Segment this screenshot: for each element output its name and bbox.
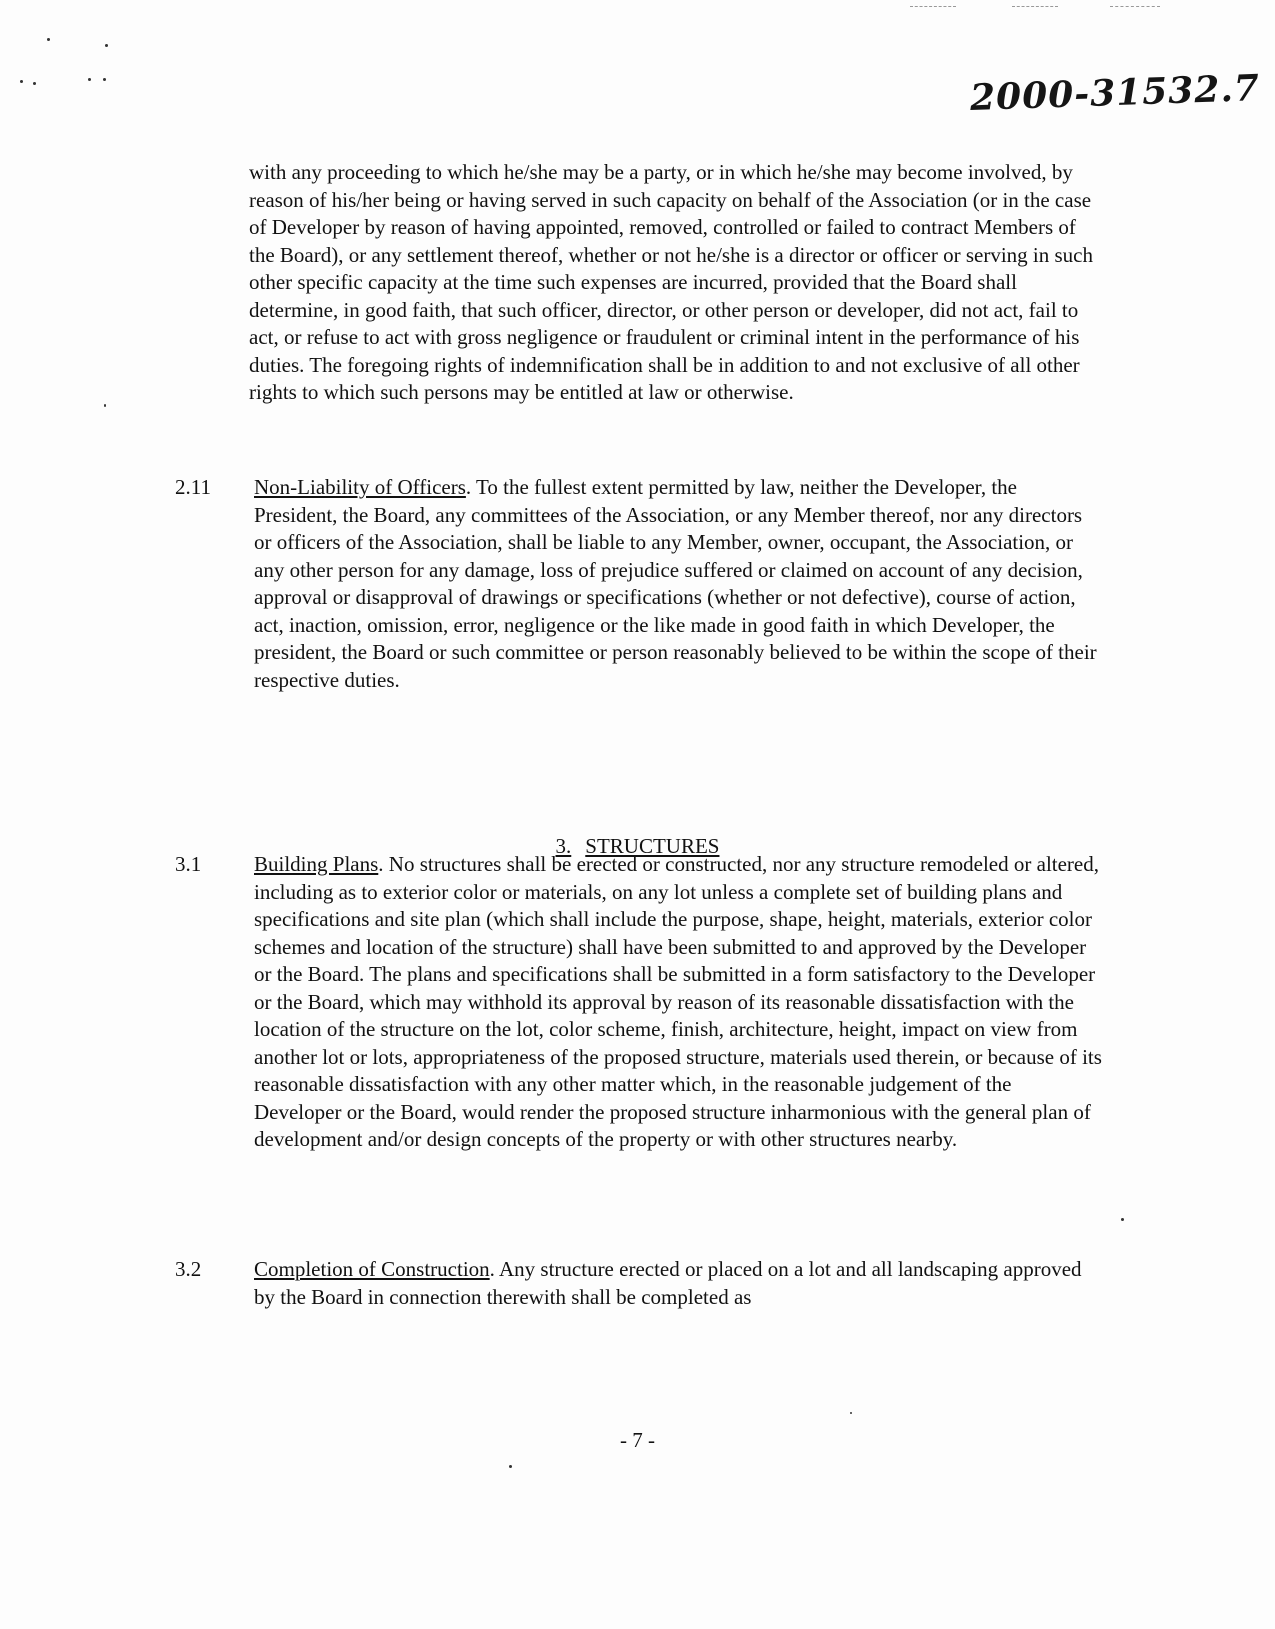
scan-speck bbox=[33, 82, 36, 85]
heading-number: 3. bbox=[555, 834, 572, 858]
scan-speck bbox=[1121, 1218, 1124, 1221]
section-title: Building Plans bbox=[254, 852, 379, 876]
scan-speck bbox=[509, 1465, 512, 1468]
scan-speck bbox=[850, 1412, 852, 1414]
section-number: 3.2 bbox=[175, 1257, 202, 1281]
page-number: - 7 - bbox=[620, 1428, 655, 1452]
section-title: Completion of Construction bbox=[254, 1257, 490, 1281]
scan-artifact bbox=[910, 6, 956, 8]
handwritten-document-number: 2000-31532.7 bbox=[969, 66, 1261, 120]
section-number: 2.11 bbox=[175, 475, 211, 499]
intro-paragraph: with any proceeding to which he/she may be a party, or in which he/she may become involved, by reason of his/her being or having served in such capacity on behalf of the Association (or in the case of Developer by reason of having appointed, removed, controlled or failed to contract Members of the Board), or any settlement thereof, whether or not he/she is a director or officer or serving in such other specific capacity at the time such expenses are incurred, provided that the Board shall determine, in good faith, that such officer, director, or other person or developer, did not act, fail to act, or refuse to act with gross negligence or fraudulent or criminal intent in the performance of his duties. The foregoing rights of indemnification shall be in addition to and not exclusive of all other rights to which such persons may be entitled at law or otherwise. bbox=[249, 160, 1093, 404]
heading-title: STRUCTURES bbox=[585, 834, 720, 858]
scan-speck bbox=[20, 80, 23, 83]
scan-speck bbox=[103, 78, 106, 81]
scan-artifact bbox=[1110, 6, 1160, 8]
section-text: . No structures shall be erected or constructed, nor any structure remodeled or altered, including as to exterior color or materials, on any lot unless a complete set of building plans and specifications and site plan (which shall include the purpose, shape, height, materials, exterior color schemes and location of the structure) shall have been submitted to and approved by the Developer or the Board. The plans and specifications shall be submitted in a form satisfactory to the Developer or the Board, which may withhold its approval by reason of its reasonable dissatisfaction with the location of the structure on the lot, color scheme, finish, architecture, height, impact on view from another lot or lots, appropriateness of the proposed structure, materials used therein, or because of its reasonable dissatisfaction with any other matter which, in the reasonable judgement of the Developer or the Board, would render the proposed structure inharmonious with the general plan of development and/or design concepts of the property or with other structures nearby. bbox=[254, 852, 1102, 1151]
scan-speck bbox=[105, 44, 108, 47]
section-text: . Any structure erected or placed on a lot and all landscaping approved by the Board in connection therewith shall be completed as bbox=[254, 1257, 1082, 1309]
scan-speck bbox=[88, 78, 91, 81]
section-title: Non-Liability of Officers bbox=[254, 475, 466, 499]
section-body bbox=[254, 1256, 1104, 1311]
section-number: 3.1 bbox=[175, 852, 202, 876]
section-body bbox=[254, 474, 1104, 694]
scan-speck bbox=[104, 404, 106, 407]
section-body bbox=[254, 851, 1104, 1154]
section-text: . To the fullest extent permitted by law, neither the Developer, the President, the Board, any committees of the Association, or any Member thereof, nor any directors or officers of the Association, shall be liable to any Member, owner, occupant, the Association, or any other person for any damage, loss of prejudice suffered or claimed on account of any decision, approval or disapproval of drawings or specifications (whether or not defective), course of action, act, inaction, omission, error, negligence or the like made in good faith in which Developer, the president, the Board or such committee or person reasonably believed to be within the scope of their respective duties. bbox=[254, 475, 1097, 692]
scan-artifact bbox=[1012, 6, 1058, 8]
scan-speck bbox=[47, 38, 50, 41]
